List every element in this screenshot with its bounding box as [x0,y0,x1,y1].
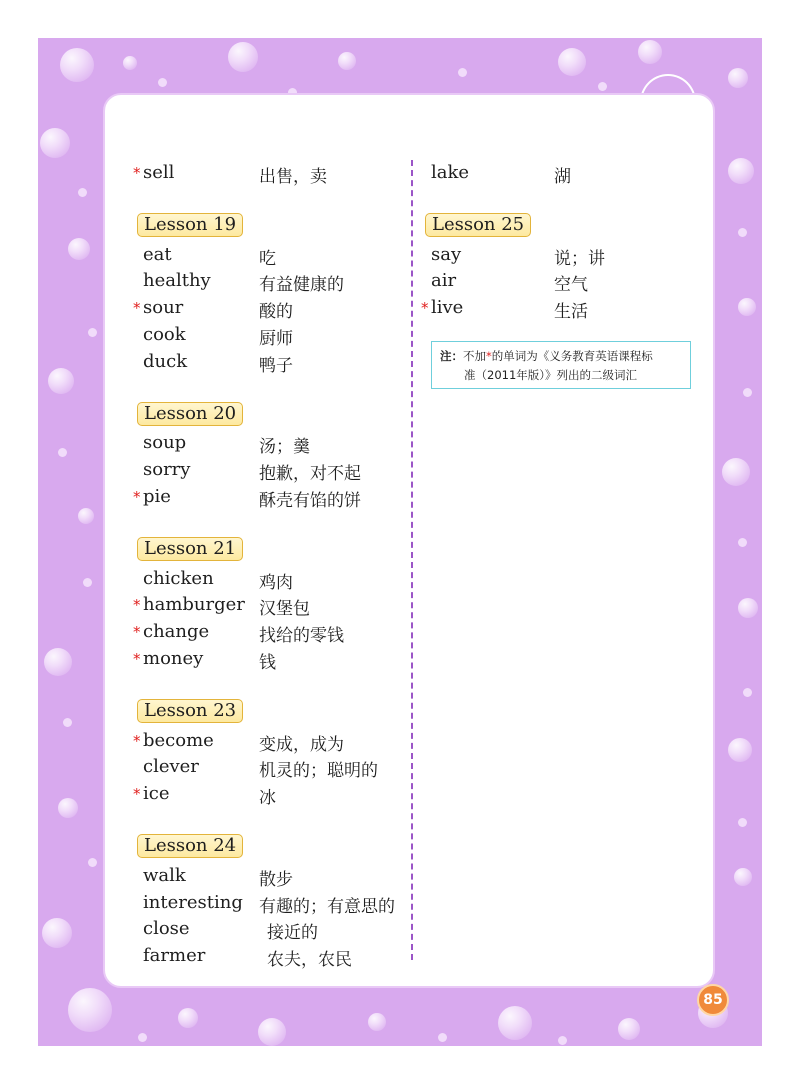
lesson-label: Lesson 20 [137,402,243,426]
vocab-word: sorry [143,459,191,481]
vocab-meaning: 出售，卖 [259,167,327,187]
vocab-word: close [143,918,190,940]
required-star-icon: * [133,164,141,182]
vocab-word: ice [143,783,170,805]
vocab-word: say [431,243,462,265]
bubble-decoration [734,868,752,886]
bubble-decoration [68,238,90,260]
vocab-word: live [431,297,464,319]
vocab-word: eat [143,243,172,265]
bubble-decoration [42,918,72,948]
vocab-word: clever [143,756,199,778]
lesson-label: Lesson 23 [137,699,243,723]
vocab-word: walk [143,864,186,886]
required-star-icon: * [133,596,141,615]
dot-decoration [743,688,752,697]
vocab-meaning: 酸的 [259,302,293,323]
vocab-meaning: 吃 [259,248,276,269]
bubble-decoration [738,598,758,618]
vocab-meaning: 汤；羹 [259,437,310,458]
required-star-icon: * [421,299,429,318]
bubble-decoration [558,48,586,76]
dot-decoration [738,818,747,827]
vocab-word: sour [143,297,184,319]
bubble-decoration [728,738,752,762]
bubble-decoration [48,368,74,394]
vocab-word: healthy [143,270,211,292]
vocab-meaning: 机灵的；聪明的 [259,761,378,782]
note-box [431,341,691,389]
bubble-decoration [178,1008,198,1028]
dot-decoration [743,388,752,397]
bubble-decoration [368,1013,386,1031]
vocab-meaning: 厨师 [259,329,293,349]
dot-decoration [58,448,67,457]
vocab-meaning: 冰 [259,788,276,809]
vocab-meaning: 空气 [554,275,588,296]
vocab-meaning: 农夫，农民 [267,950,352,971]
dot-decoration [88,858,97,867]
vocab-meaning: 有趣的；有意思的 [259,896,395,917]
vocab-word: change [143,621,210,643]
note-label: 注： [440,349,463,363]
bubble-decoration [228,42,258,72]
note-line-2: 准（2011年版）》列出的二级词汇 [464,368,638,382]
bubble-decoration [258,1018,286,1046]
dot-decoration [458,68,467,77]
dot-decoration [738,228,747,237]
required-star-icon: * [133,785,141,804]
required-star-icon: * [133,488,141,506]
note-star: * [486,349,492,363]
vocab-meaning: 鸭子 [259,355,293,376]
vocab-word: cook [143,324,186,345]
vocab-word: lake [431,162,470,183]
dot-decoration [138,1033,147,1042]
vocab-meaning: 抱歉，对不起 [259,464,361,485]
vocab-meaning: 散步 [259,869,293,890]
bubble-decoration [78,508,94,524]
lesson-label: Lesson 25 [425,213,531,237]
vocab-word: air [431,270,457,292]
bubble-decoration [40,128,70,158]
vocab-meaning: 湖 [554,167,571,187]
vocab-word: chicken [143,567,214,589]
bubble-decoration [60,48,94,82]
page-number: 85 [697,984,729,1016]
bubble-decoration [638,40,662,64]
vocab-word: hamburger [143,594,245,616]
dot-decoration [83,578,92,587]
vocab-meaning: 有益健康的 [259,275,344,296]
required-star-icon: * [133,731,141,750]
bubble-decoration [618,1018,640,1040]
vocab-word: soup [143,432,187,454]
vocab-meaning: 生活 [554,302,588,323]
vocab-meaning: 酥壳有馅的饼 [259,491,361,511]
dot-decoration [438,1033,447,1042]
lesson-label: Lesson 24 [137,834,243,858]
dot-decoration [78,188,87,197]
vocab-meaning: 变成，成为 [259,734,344,755]
dot-decoration [63,718,72,727]
bubble-decoration [338,52,356,70]
dot-decoration [558,1036,567,1045]
required-star-icon: * [133,623,141,642]
bubble-decoration [728,158,754,184]
vocab-meaning: 钱 [259,653,276,673]
dot-decoration [158,78,167,87]
vocab-meaning: 找给的零钱 [259,626,344,647]
required-star-icon: * [133,650,141,668]
vocab-meaning: 说；讲 [554,248,605,269]
bubble-decoration [738,298,756,316]
dot-decoration [598,82,607,91]
note-text-before: 不加 [463,349,486,363]
note-text-after: 的单词为《义务教育英语课程标 [491,349,653,363]
vocab-word: interesting [143,891,243,913]
vocab-meaning: 汉堡包 [259,599,310,620]
vocab-word: pie [143,486,171,507]
vocab-word: money [143,648,204,669]
lesson-label: Lesson 19 [137,213,243,237]
bubble-decoration [498,1006,532,1040]
bubble-decoration [44,648,72,676]
column-divider [411,160,413,960]
bubble-decoration [68,988,112,1032]
vocab-word: duck [143,350,188,372]
vocab-meaning: 鸡肉 [259,572,293,593]
required-star-icon: * [133,299,141,318]
vocab-word: sell [143,162,175,183]
dot-decoration [88,328,97,337]
bubble-decoration [722,458,750,486]
lesson-label: Lesson 21 [137,537,243,561]
vocab-meaning: 接近的 [267,923,318,944]
dot-decoration [738,538,747,547]
bubble-decoration [58,798,78,818]
vocab-word: become [143,729,214,751]
bubble-decoration [123,56,137,70]
bubble-decoration [728,68,748,88]
vocab-word: farmer [143,945,206,967]
